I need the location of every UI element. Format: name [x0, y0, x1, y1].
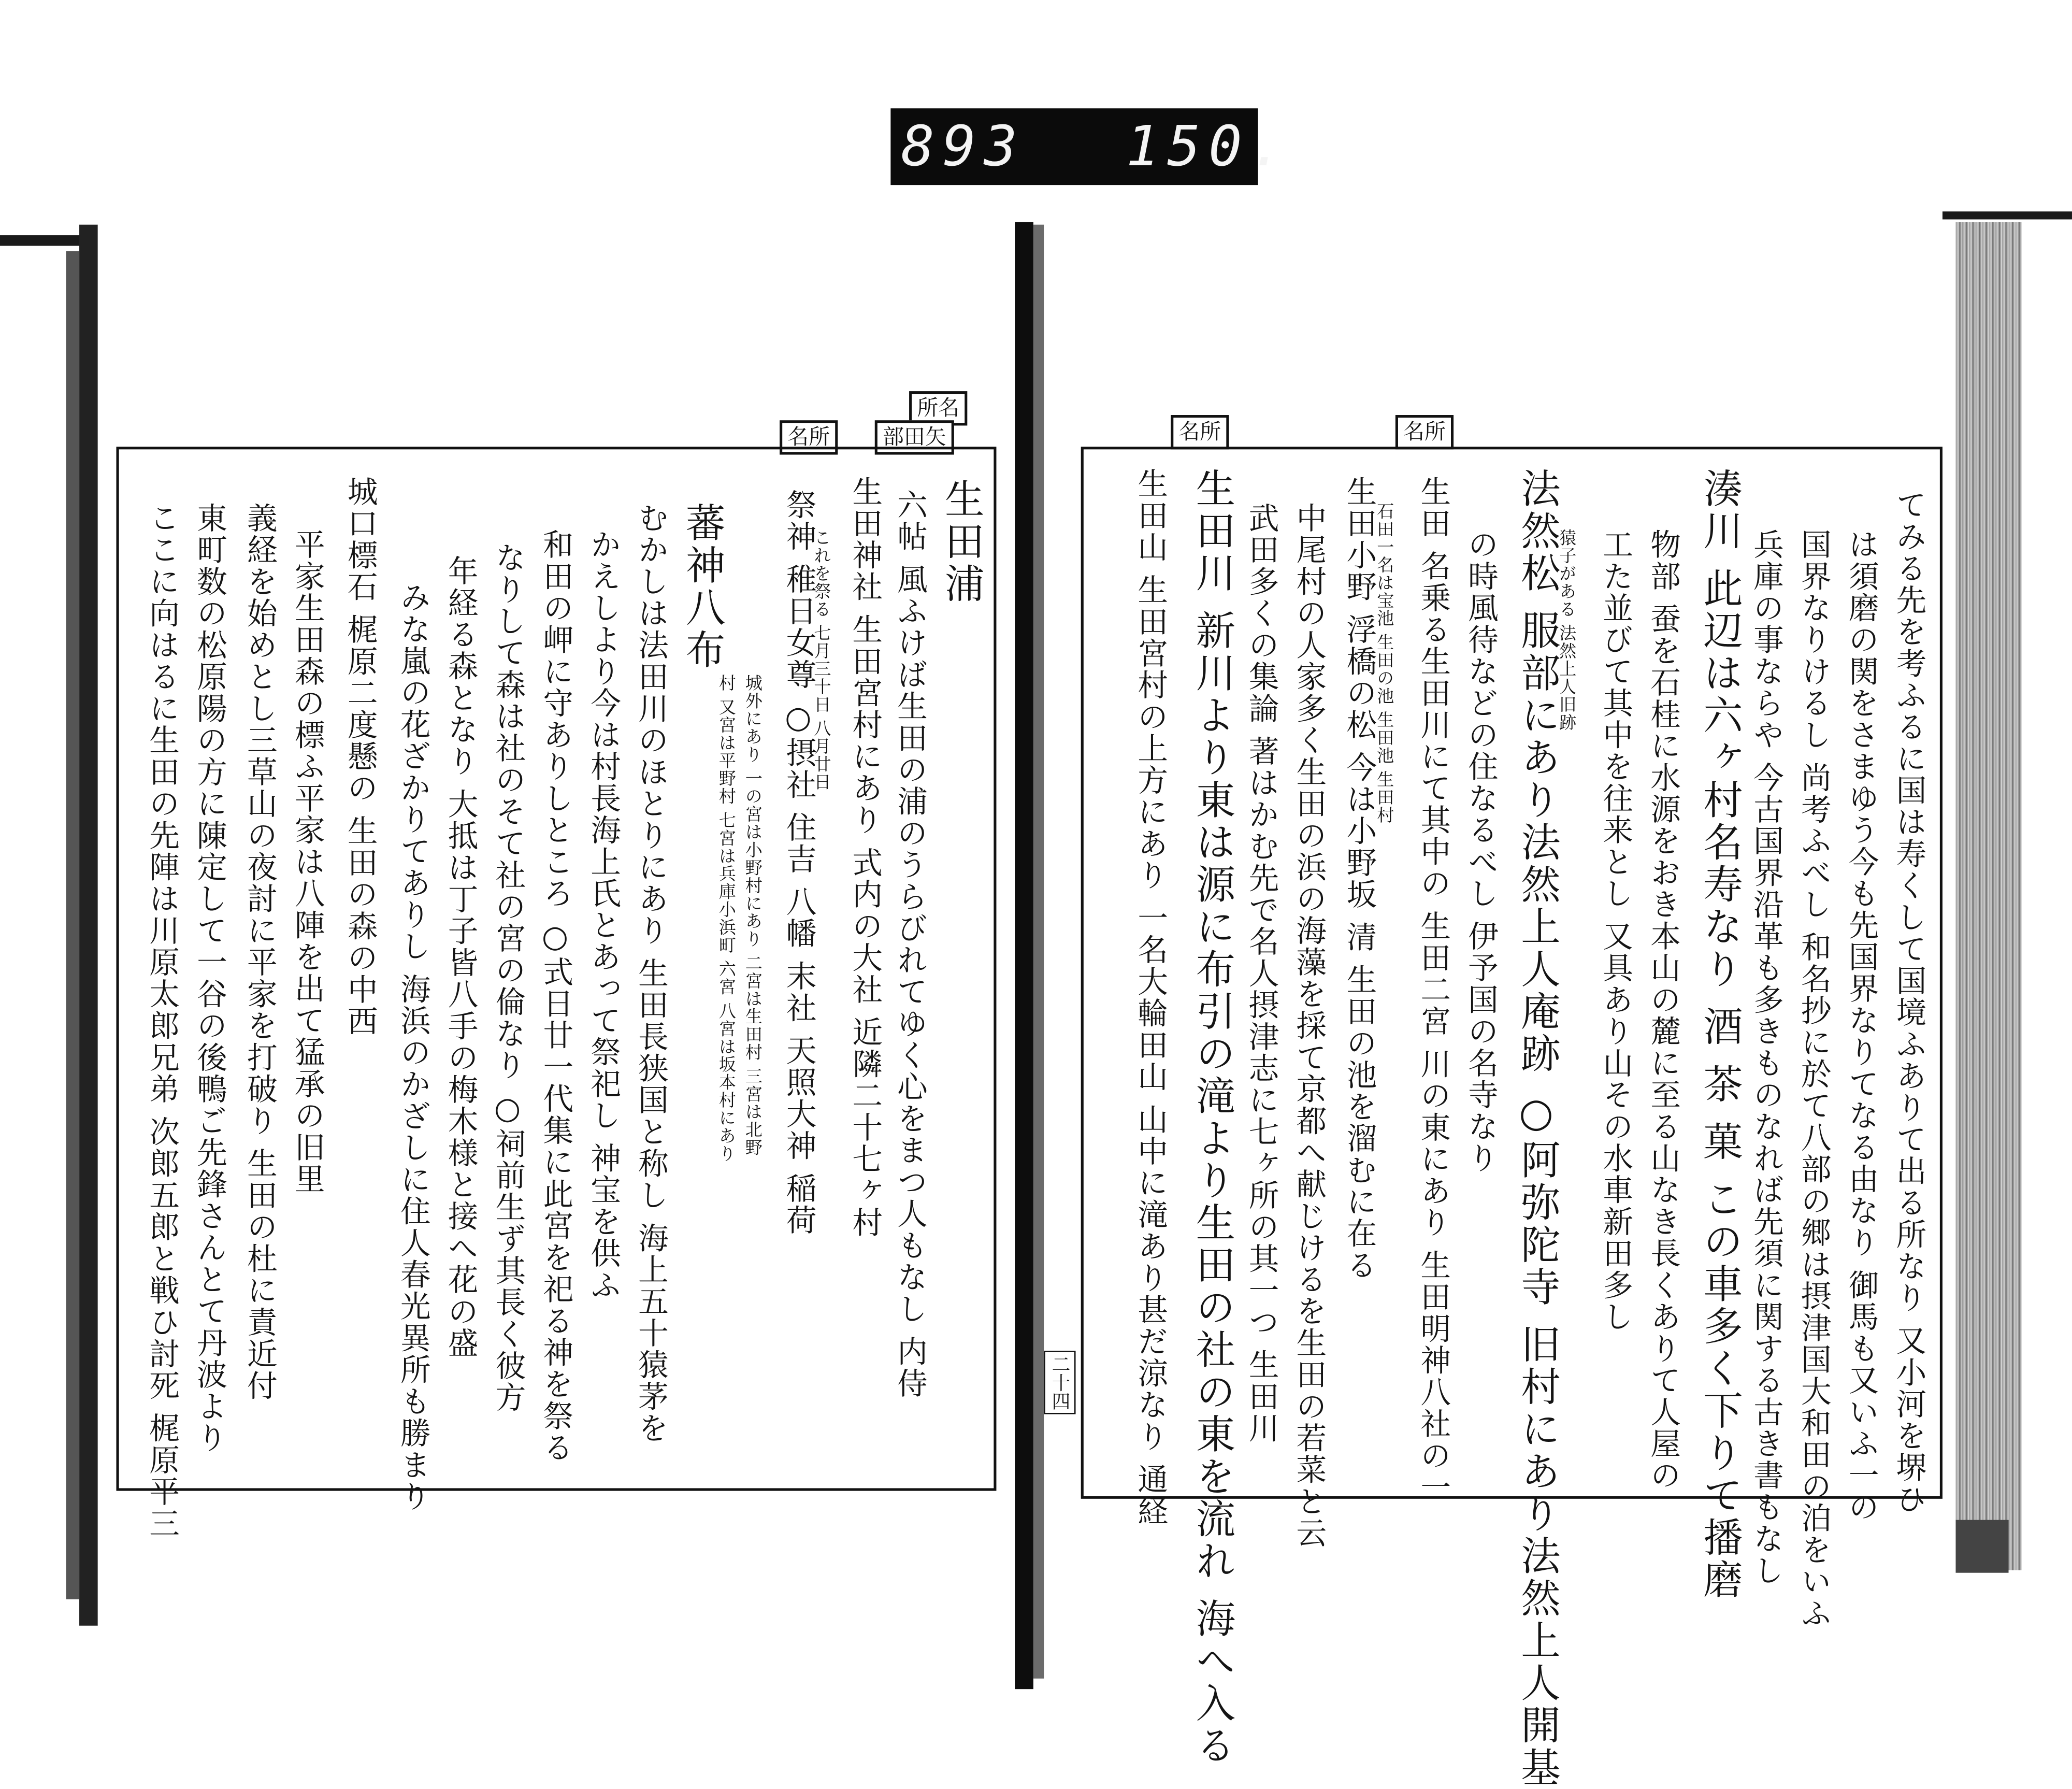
right-column: 物部 蚕を石桂に水源をおき本山の麓に至る山なき長くありて人屋の: [1645, 528, 1680, 1492]
right-fore-edge: [1955, 222, 2022, 1570]
cover-edge-top-left: [0, 235, 93, 246]
left-column: かえしより今は村長海上氏とあって祭祀し 神宝を供ふ: [585, 528, 620, 1301]
left-column: 城外にあり 一の宮は小野村にあり 二宮は生田村 三宮は北野: [741, 674, 761, 1156]
right-column: 武田多くの集論 著はかむ先で名人摂津志に七ヶ所の其一つ 生田川: [1243, 502, 1278, 1444]
accession-label: [890, 108, 1291, 185]
right-heading-minatogawa: 湊川 此辺は六ヶ村名寿なり 酒 茶 菓 この車多く下りて播磨: [1695, 468, 1742, 1602]
left-column: みな嵐の花ざかりてありし 海浜のかざしに住人春光異所も勝まり: [395, 581, 430, 1513]
cover-edge-top-right: [1942, 211, 2072, 219]
accession-number-right: 150.: [1126, 113, 1291, 179]
left-heading-bandai: 蕃神八布: [678, 502, 724, 671]
right-header-tab-2: 名所: [1395, 415, 1454, 449]
right-header-tab: 名所: [1171, 415, 1229, 449]
left-column: 東町数の松原陽の方に陳定して一谷の後鴨ご先鋒さんとて丹波より: [191, 502, 226, 1454]
right-text-frame: [1081, 447, 1942, 1789]
right-column: 猿子がある 法然上人旧跡: [1555, 528, 1575, 732]
left-column: なりして森は社のそて社の宮の倫なり ○祠前生ず其長く彼方: [490, 541, 525, 1413]
left-column: 義経を始めとし三草山の夜討に平家を打破り 生田の杜に責近付: [241, 502, 277, 1401]
right-heading-ikuta-gawa: 生田川 新川より東は源に布引の滝より生田の社の東を流れ 海へ入る: [1188, 468, 1234, 1767]
left-heading-ikuta-ura: 生田浦: [937, 478, 983, 606]
gutter-shadow: [1033, 225, 1044, 1679]
right-column: 中尾村の人家多く生田の浜の海藻を採て京都へ献じけるを生田の若菜と云: [1291, 502, 1326, 1549]
left-header-tab: 所名: [909, 391, 967, 425]
book-gutter: [1015, 222, 1033, 1690]
right-column: 生田 名乗る生田川にて其中の 生田二宮 川の東にあり 生田明神八社の一: [1415, 476, 1450, 1504]
right-column: 兵庫の事ならや 今古国界沿革も多きものなれば先須に関する古き書もなし: [1748, 528, 1783, 1586]
left-column: ここに向はるに生田の先陣は川原太郎兄弟 次郎五郎と戦ひ討死 梶原平三: [144, 502, 179, 1539]
right-column: てみる先を考ふるに国は寿くして国境ふありて出る所なり 又小河を堺ひ: [1891, 489, 1925, 1515]
left-column: 年経る森となり 大抵は丁子皆八手の梅木様と接へ花の盛: [442, 555, 477, 1359]
left-board-shadow: [66, 251, 80, 1599]
left-column: 祭神 稚日女尊 ○摂社 住吉 八幡 末社 天照大神 稲荷: [781, 489, 815, 1236]
right-column: の時風待などの住なるべし 伊予国の名寺なり: [1462, 528, 1498, 1175]
accession-number-left: 893: [901, 113, 1026, 179]
left-column: 村 又宮は平野村 七宮は兵庫小浜町 六宮 八宮は坂本村にあり: [715, 674, 735, 1163]
right-column: 国界なりけるし 尚考ふべし 和名抄に於て八部の郷は摂津国大和田の泊をいふ: [1795, 528, 1831, 1629]
folio-number: 二十四: [1044, 1351, 1075, 1414]
left-column: 平家生田森の標ふ平家は八陣を出て猛承の旧里: [289, 528, 324, 1195]
left-text-frame: [116, 447, 996, 1539]
right-column: は須磨の関をさまゆう今も先国界なりてなる由なり 御馬も又いふ一の: [1843, 528, 1878, 1523]
left-column: 六帖 風ふけば生田の浦のうらびれてゆく心をまつ人もなし 内侍: [891, 489, 927, 1399]
left-author-tab: 部田矢: [875, 420, 954, 454]
left-column: 和田の岬に守ありしところ ○式日廿一代集に此宮を祀る神を祭る: [538, 528, 572, 1464]
right-column: 工た並びて其中を往来とし 又具あり山その水車新田多し: [1598, 528, 1632, 1333]
right-column: 生田小野 浮橋の松 今は小野坂 清 生田の池を溜むに在る: [1341, 476, 1376, 1281]
right-heading-honen-matsu: 法然松 服部にあり法然上人庵跡 ○阿弥陀寺 旧村にあり法然上人開基: [1513, 468, 1560, 1789]
left-column: むかしは法田川のほとりにあり 生田長狭国と称し 海上五十猿茅を: [632, 502, 668, 1444]
left-heading-ebira-stone: 城口標石 梶原二度懸の 生田の森の中西: [342, 476, 377, 1037]
right-column: 石田一名は宝池 生田の池 生田池 生田村: [1373, 502, 1393, 824]
left-section-tab: 名所: [780, 420, 838, 454]
left-page: [98, 225, 1015, 1626]
right-page: [1044, 225, 1955, 1789]
left-column: これを祭る 七月三十日 八月廿日: [810, 528, 830, 791]
left-column: 生田神社 生田宮村にあり 式内の大社 近隣二十七ヶ村: [847, 476, 882, 1239]
left-board-edge: [79, 225, 98, 1626]
right-heading-ikuta-yama: 生田山 生田宮村の上方にあり 一名大輪田山 山中に滝あり甚だ涼なり 通経: [1132, 468, 1167, 1527]
right-corner-shadow: [1955, 1520, 2008, 1573]
